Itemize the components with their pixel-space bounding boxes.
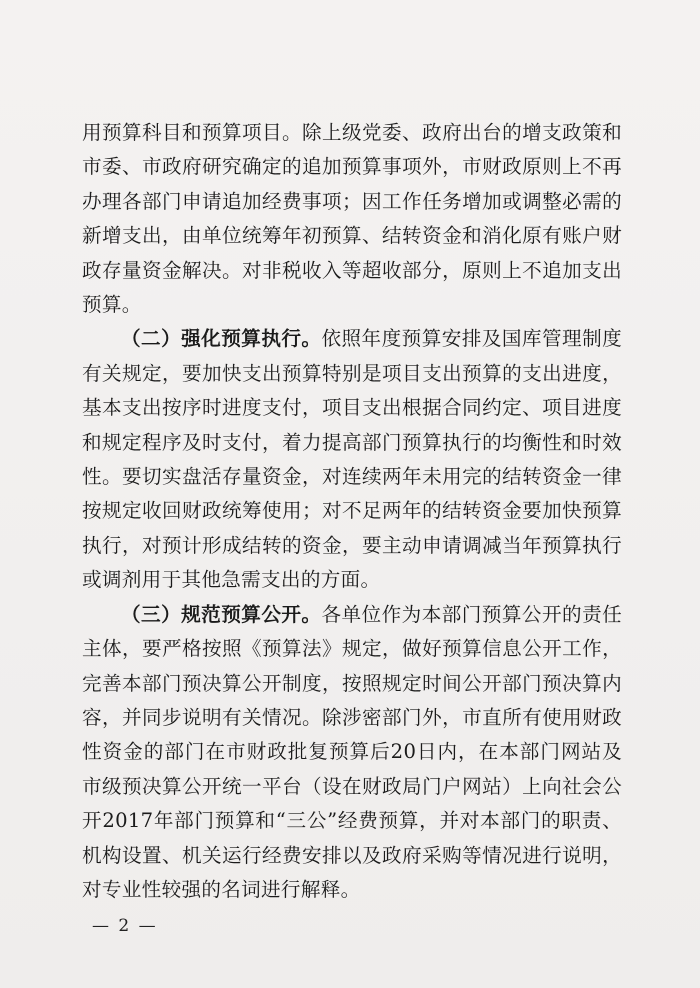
body-text — [82, 116, 622, 907]
section-heading-3: （三）规范预算公开。 — [121, 602, 322, 626]
paragraph-1-text: 用预算科目和预算项目。除上级党委、政府出台的增支政策和市委、市政府研究确定的追加预算事项外，市财政原则上不再办理各部门申请追加经费事项；因工作任务增加或调整必需的新增支出，由单位统筹年初预算、结转资金和消化原有账户财政存量资金解决。对非税收入等超收部分，原则上不追加支出预算。 — [82, 121, 622, 317]
paragraph-2 — [82, 322, 622, 597]
section-heading-2: （二）强化预算执行。 — [121, 327, 322, 351]
paragraph-3 — [82, 598, 622, 908]
paragraph-1 — [82, 116, 622, 322]
page-number: — 2 — — [92, 916, 158, 936]
paragraph-3-text: 各单位作为本部门预算公开的责任主体，要严格按照《预算法》规定，做好预算信息公开工作，完善本部门预决算公开制度，按照规定时间公开部门预决算内容，并同步说明有关情况。除涉密部门外，市直所有使用财政性资金的部门在市财政批复预算后20日内，在本部门网站及市级预决算公开统一平台（设在财政局门户网站）上向社会公开2017年部门预算和“三公”经费预算，并对本部门的职责、机构设置、机关运行经费安排以及政府采购等情况进行说明，对专业性较强的名词进行解释。 — [82, 602, 623, 901]
paragraph-2-text: 依照年度预算安排及国库管理制度有关规定，要加快支出预算特别是项目支出预算的支出进度，基本支出按序时进度支付，项目支出根据合同约定、项目进度和规定程序及时支付，着力提高部门预算执行的均衡性和时效性。要切实盘活存量资金，对连续两年未用完的结转资金一律按规定收回财政统筹使用；对不足两年的结转资金要加快预算执行，对预计形成结转的资金，要主动申请调减当年预算执行或调剂用于其他急需支出的方面。 — [82, 327, 623, 592]
